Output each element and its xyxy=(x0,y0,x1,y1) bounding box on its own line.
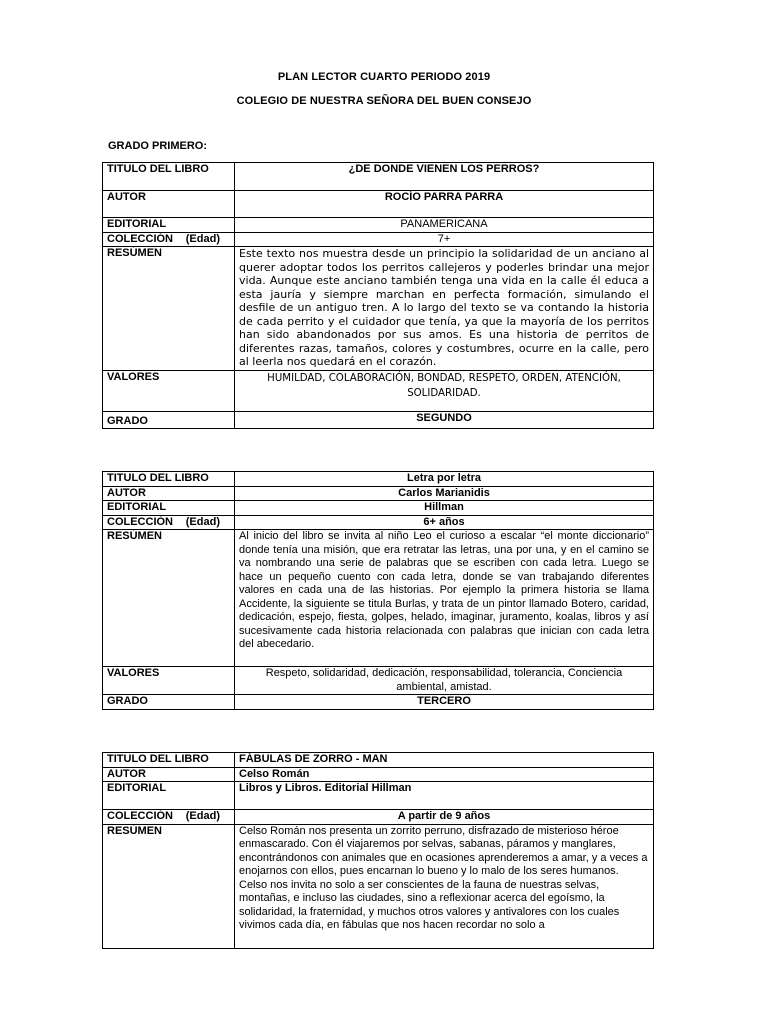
label-edad-text: (Edad) xyxy=(185,810,220,822)
label-titulo: TITULO DEL LIBRO xyxy=(103,163,235,191)
label-autor: AUTOR xyxy=(103,486,235,501)
row-titulo xyxy=(103,472,654,487)
book-editorial: PANAMERICANA xyxy=(235,218,654,233)
label-coleccion-text: COLECCIÓN xyxy=(107,515,173,528)
row-editorial xyxy=(103,782,654,810)
book-editorial: Libros y Libros. Editorial Hillman xyxy=(235,782,654,810)
row-resumen xyxy=(103,530,654,667)
label-resumen: RESÚMEN xyxy=(103,824,235,948)
label-grado: GRADO xyxy=(103,412,235,429)
book-grade: SEGUNDO xyxy=(235,412,654,429)
book-editorial: Hillman xyxy=(235,501,654,516)
book-author: Carlos Marianidis xyxy=(235,486,654,501)
book-coleccion: 6+ años xyxy=(235,515,654,530)
row-resumen xyxy=(103,247,654,371)
label-grado: GRADO xyxy=(103,695,235,710)
row-valores xyxy=(103,371,654,412)
book-author: Celso Román xyxy=(235,767,654,782)
school-name: COLEGIO DE NUESTRA SEÑORA DEL BUEN CONSEJO xyxy=(236,95,532,107)
row-grado xyxy=(103,695,654,710)
label-autor: AUTOR xyxy=(103,767,235,782)
label-coleccion xyxy=(103,810,235,825)
label-valores: VALORES xyxy=(103,371,235,412)
label-coleccion xyxy=(103,232,235,247)
book-title: ¿DE DONDE VIENEN LOS PERROS? xyxy=(235,163,654,191)
row-coleccion xyxy=(103,515,654,530)
book-table-3 xyxy=(102,752,654,949)
document-title: PLAN LECTOR CUARTO PERIODO 2019 xyxy=(277,71,491,83)
book-coleccion: A partir de 9 años xyxy=(235,810,654,825)
row-valores xyxy=(103,667,654,695)
book-table-2 xyxy=(102,471,654,710)
row-autor xyxy=(103,767,654,782)
label-titulo: TITULO DEL LIBRO xyxy=(103,472,235,487)
label-editorial: EDITORIAL xyxy=(103,218,235,233)
book-values: HUMILDAD, COLABORACIÓN, BONDAD, RESPETO, ORDEN, ATENCIÓN, SOLIDARIDAD. xyxy=(235,371,654,412)
book-author: ROCÍO PARRA PARRA xyxy=(235,191,654,218)
book-coleccion: 7+ xyxy=(235,232,654,247)
book-table-1 xyxy=(102,162,654,429)
label-autor: AUTOR xyxy=(103,191,235,218)
label-titulo: TITULO DEL LIBRO xyxy=(103,753,235,768)
row-autor xyxy=(103,191,654,218)
book-summary: Este texto nos muestra desde un principio la solidaridad de un anciano al querer adoptar todos los perritos callejeros y poderles brindar una mejor vida. Aunque este anciano también tenga una vida en la calle él educa a esta jauría y siempre marchan en perfecta formación, simulando el desfile de un antiguo tren. A lo largo del texto se va contando la historia de cada perrito y el cuidador que tenía, ya que la mayoría de los perritos han sido abandonados por sus amos. Es una historia de perritos de diferentes razas, tamaños, colores y costumbres, ocurre en la calle, pero al leerla nos quedará en el corazón. xyxy=(235,247,654,371)
book-values: Respeto, solidaridad, dedicación, responsabilidad, tolerancia, Conciencia ambiental, amistad. xyxy=(235,667,654,695)
row-autor xyxy=(103,486,654,501)
summary-paragraph-2: Celso nos invita no solo a ser conscientes de la fauna de nuestras selvas, montañas, e incluso las ciudades, sino a reflexionar acerca del egoísmo, la solidaridad, la fraternidad, y muchos otros valores y antivalores con los cuales vivimos cada día, en fábulas que nos hacen recordar no solo a xyxy=(239,878,620,931)
label-editorial: EDITORIAL xyxy=(103,501,235,516)
row-titulo xyxy=(103,753,654,768)
label-coleccion-text: COLECCIÓN xyxy=(107,810,173,822)
row-grado xyxy=(103,412,654,429)
row-titulo xyxy=(103,163,654,191)
book-summary: Al inicio del libro se invita al niño Leo el curioso a escalar “el monte diccionario” donde tenía una misión, que era retratar las letras, una por una, y en el camino se va nombrando una serie de palabras que se escriben con cada letra. Luego se hace un pequeño cuento con cada letra, donde se van trabajando diferentes valores en cada una de las historias. Por ejemplo la primera historia se llama Accidente, la siguiente se titula Burlas, y trata de un pintor llamado Botero, caridad, dedicación, espejo, fiesta, golpes, helado, imaginar, juramento, koalas, libros y así sucesivamente cada historia relacionada con palabras que inician con cada letra del abecedario. xyxy=(235,530,654,667)
row-editorial xyxy=(103,501,654,516)
row-coleccion xyxy=(103,232,654,247)
summary-paragraph-1: Celso Román nos presenta un zorrito perruno, disfrazado de misterioso héroe enmascarado. Con él viajaremos por selvas, sabanas, páramos y manglares, encontrándonos con animales que en ocasiones aprenderemos a amar, y a veces a enojarnos con ellos, pues encarnan lo bueno y lo malo de los seres humanos. xyxy=(239,824,648,877)
label-resumen: RESÚMEN xyxy=(103,247,235,371)
row-coleccion xyxy=(103,810,654,825)
label-coleccion-text: COLECCIÓN xyxy=(107,232,173,245)
grade-heading: GRADO PRIMERO: xyxy=(108,140,207,152)
label-edad-text: (Edad) xyxy=(185,232,220,245)
book-summary xyxy=(235,824,654,948)
book-title: FÁBULAS DE ZORRO - MAN xyxy=(235,753,654,768)
label-edad-text: (Edad) xyxy=(185,515,220,528)
row-editorial xyxy=(103,218,654,233)
label-resumen: RESÚMEN xyxy=(103,530,235,667)
book-title: Letra por letra xyxy=(235,472,654,487)
label-editorial: EDITORIAL xyxy=(103,782,235,810)
row-resumen xyxy=(103,824,654,948)
book-grade: TERCERO xyxy=(235,695,654,710)
label-valores: VALORES xyxy=(103,667,235,695)
label-coleccion xyxy=(103,515,235,530)
